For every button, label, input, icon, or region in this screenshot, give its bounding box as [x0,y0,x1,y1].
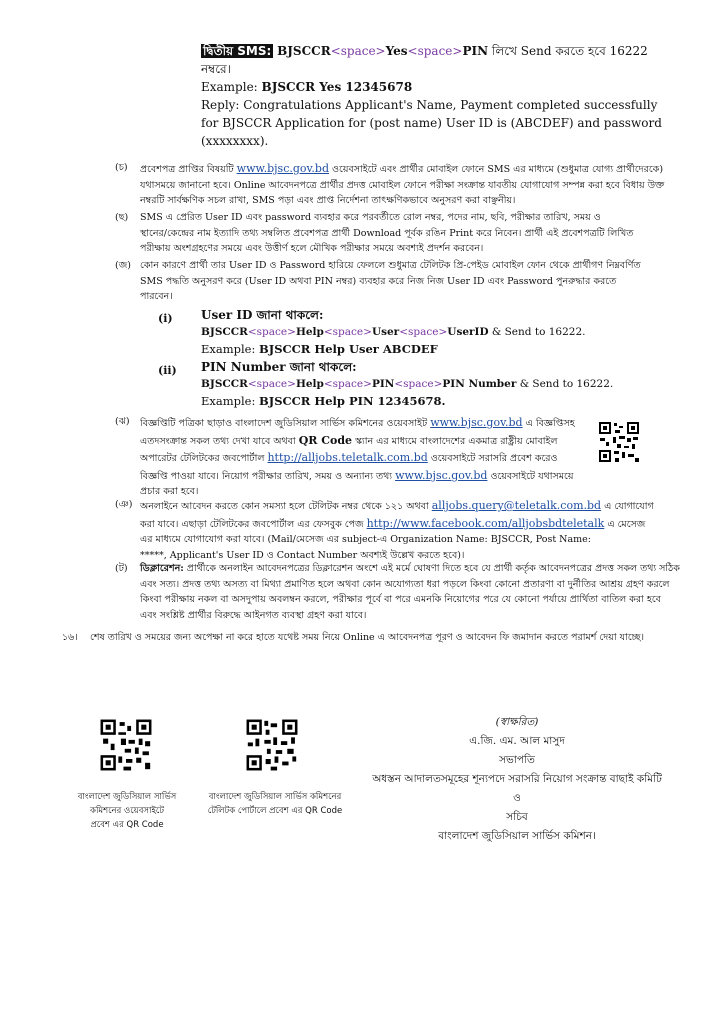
qr1-caption-3: প্রবেশ এর QR Code [90,820,164,830]
sub2-c1: BJSCCR [201,378,248,390]
item-jh [140,414,588,500]
sub1-example-value: BJSCCR Help User ABCDEF [259,342,438,356]
qr2-caption-2: টেলিটক পোর্টালে প্রবেশ এর QR Code [207,806,343,816]
qr-code-image-side [597,420,641,464]
sub2-example-value: BJSCCR Help PIN 12345678. [259,394,446,408]
signatory-name: এ.জি. এম. আল মাসুদ [469,735,565,747]
item-ch-l2: যথাসময়ে জানানো হবে। Online আবেদনপত্রে প্রার্থীর প্রদত্ত মোবাইল ফোনে পরীক্ষা সংক্রান্ত যাবতীয় যোগাযোগ সম্পন্ন করা হবে বিধায় উক্ত [140,179,665,191]
sms2-rest: লিখে Send করতে হবে 16222 [488,44,648,58]
item-j-l1: কোন কারণে প্রার্থী তার User ID ও Password হারিয়ে ফেললে শুধুমাত্র টেলিটক প্রি-পেইড মোবাইল ফোন থেকে প্রার্থীগণ নিম্নবর্ণিত [140,260,641,271]
bjsc-link-3[interactable]: www.bjsc.gov.bd [395,468,488,482]
sub1-space-1: <space> [247,326,296,338]
item-t-l2: এবং সত্য। প্রদত্ত তথ্য অসত্য বা মিথ্যা প্রমাণিত হলে অথবা কোন অযোগ্যতা ধরা পড়লে কিংবা কোনো প্রতারণা বা দুর্নীতির আশ্রয় গ্রহণ করলে [140,578,670,590]
item-nya-l4: *****, Applicant's User ID ও Contact Number অবশ্যই উল্লেখ করতে হবে)। [140,549,465,561]
item-jh-l2a: এতদসংক্রান্ত সকল তথ্য দেখা যাবে অথবা [140,435,296,447]
sub2-c3: PIN [371,378,395,390]
sub2-c2: Help [295,378,324,390]
sub1-heading: User ID জানা থাকলে: [201,308,324,322]
item-chh-l1: SMS এ প্রেরিত User ID এবং password ব্যবহার করে পরবর্তীতে রোল নম্বর, পদের নাম, ছবি, পরীক্ষার তারিখ, সময় ও [140,212,601,223]
item-16-text: শেষ তারিখ ও সময়ের জন্য অপেক্ষা না করে হাতে যথেষ্ট সময় নিয়ে Online এ আবেদনপত্র পূরণ ও আবেদন ফি জমাদান করতে পরামর্শ দেয়া যাচ্ছে। [90,632,645,643]
sms2-reply-1: Reply: Congratulations Applicant's Name, Payment completed successfully [201,98,658,112]
item-t-l3: কিংবা পরীক্ষায় নকল বা অসদুপায় অবলম্বন করলে, পরীক্ষার পূর্বে বা পরে এমনকি নিয়োগের পরে যে কোনো পর্যায়ে প্রার্থিতা বাতিল করা হবে [140,594,661,605]
sub1-space-2: <space> [323,326,372,338]
item-jh-l4a: বিজ্ঞপ্তি পাওয়া যাবে। নিয়োগ পরীক্ষার তারিখ, সময় ও অন্যান্য তথ্য [140,470,393,482]
sub1-space-3: <space> [399,326,448,338]
item-t-marker: (ট) [115,563,128,574]
sub1-c2: Help [295,326,324,338]
signed-label: (স্বাক্ষরিত) [495,716,539,728]
item-j-marker: (জ) [115,260,131,271]
sms2-space-2: <space> [407,44,463,58]
sub1-tail: & Send to 16222. [488,326,586,338]
item-nya-l3: এর মাধ্যমে যোগাযোগ করা যাবে। (Mail/মেসেজ এর subject-এ Organization Name: BJSCCR, Post Name: [140,534,591,545]
item-nya [140,497,680,563]
sms2-block [201,42,671,150]
sms2-fmt-c: PIN [462,44,489,58]
sms2-reply-3: (xxxxxxxx). [201,134,269,148]
signatory-title: সভাপতি [499,754,535,766]
item-nya-l1b: এ যোগাযোগ [604,501,654,512]
item-t-l4: এবং সংশ্লিষ্ট প্রার্থীর বিরুদ্ধে আইনগত ব্যবস্থা গ্রহণ করা যাবে। [140,609,367,621]
item-chh-l2: স্থানের/কেন্দ্রের নাম ইত্যাদি তথ্য সম্বলিত প্রবেশপত্র প্রার্থী Download পূর্বক রঙিন Print করে নিবেন। প্রার্থী এই প্রবেশপত্রটি লিখিত [140,227,634,239]
item-chh-marker: (ছ) [115,212,129,223]
sms2-label: দ্বিতীয় SMS: [203,44,272,58]
declaration-label: ডিক্লারেশন: [140,563,184,574]
sub2-heading: PIN Number জানা থাকলে: [201,360,357,374]
sms2-reply-2: for BJSCCR Application for (post name) User ID is (ABCDEF) and password [201,116,662,130]
item-t [140,561,680,623]
item-jh-l3a: অপারেটর টেলিটকের জবপোর্টাল [140,453,265,464]
item-jh-l3b: ওয়েবসাইটে সরাসরি প্রবেশ করেও [430,453,558,464]
teletalk-qr-code [244,717,300,773]
teletalk-link[interactable]: http://alljobs.teletalk.com.bd [267,451,428,464]
sms2-example-label: Example: [201,80,262,94]
item-nya-l2b: এ মেসেজ [607,518,646,530]
item-ch-marker: (চ) [115,162,128,173]
qr2-caption-1: বাংলাদেশ জুডিসিয়াল সার্ভিস কমিশনের [208,792,342,802]
item-j-l3: পারবেন। [140,291,173,302]
item-t-l1: প্রার্থীকে অনলাইন আবেদনপত্রের ডিক্লারেশন অংশে এই মর্মে ঘোষণা দিতে হবে যে প্রার্থী কর্তৃক আবেদনপত্রের প্রদত্ত সকল তথ্য সঠিক [186,563,680,574]
sub1-c4: UserID [447,326,489,338]
sub2-c4: PIN Number [442,378,517,390]
item-ch-l1b: ওয়েবসাইটে এবং প্রার্থীর মোবাইল ফোনে SMS এর মাধ্যমে (শুধুমাত্র যোগ্য প্রার্থীদেরকে) [332,164,664,175]
bjsc-link-1[interactable]: www.bjsc.gov.bd [236,162,330,175]
bjsc-link-2[interactable]: www.bjsc.gov.bd [430,416,523,429]
secretary-title: সচিব [506,811,528,823]
item-chh [140,210,680,257]
sub1-example-label: Example: [201,342,260,356]
item-jh-marker: (ঝ) [115,416,130,427]
item-j-l2: SMS পদ্ধতি অনুসরণ করে (User ID অথবা PIN নম্বর) ব্যবহার করে নিজ নিজ User ID এবং Password পুনরুদ্ধার করতে [140,275,617,287]
sms2-example-value: BJSCCR Yes 12345678 [261,80,413,94]
qr-code-icon [98,717,154,773]
qr-code-icon [244,717,300,773]
sub2-tail: & Send to 16222. [516,378,614,390]
sub2-marker: (ii) [158,364,177,377]
qr1-caption-1: বাংলাদেশ জুডিসিয়াল সার্ভিস [77,792,177,802]
item-j [140,258,680,305]
bjsc-qr-code [98,717,154,773]
sub2-space-3: <space> [394,378,443,390]
item-nya-l1a: অনলাইনে আবেদন করতে কোন সমস্যা হলে টেলিটক নম্বর থেকে ১২১ অথবা [140,501,429,512]
sms2-fmt-b: Yes [385,44,408,58]
item-ch-l1a: প্রবেশপত্র প্রাপ্তির বিষয়টি [140,164,234,175]
sub2-block [201,359,671,410]
item-nya-l2a: করা যাবে। এছাড়া টেলিটকের জবপোর্টাল এর ফেসবুক পেজ [140,518,364,530]
sub1-block [201,307,671,358]
sub2-space-1: <space> [247,378,296,390]
qr1-caption-2: কমিশনের ওয়েবসাইটে [90,806,164,816]
and-word: ও [513,792,521,804]
item-ch [140,160,680,209]
item-ch-l3: নম্বরটি সার্বক্ষণিক সচল রাখা, SMS পড়া এবং প্রাপ্ত নির্দেশনা তাৎক্ষণিকভাবে অনুসরণ করা বাঞ্ছনীয়। [140,195,516,206]
sub1-marker: (i) [158,312,173,325]
sms2-line2: নম্বরে। [201,62,231,76]
sms2-space-1: <space> [330,44,386,58]
facebook-link[interactable]: http://www.facebook.com/alljobsbdteletalk [366,516,605,530]
sub1-c1: BJSCCR [201,326,248,338]
sub1-c3: User [371,326,400,338]
sms2-fmt-a: BJSCCR [277,44,331,58]
email-link[interactable]: alljobs.query@teletalk.com.bd [431,499,602,512]
item-jh-l4b: ওয়েবসাইটে যথাসময়ে [490,470,574,482]
item-jh-l1b: এ বিজ্ঞপ্তিসহ [525,418,575,429]
item-jh-l2b: স্ক্যান এর মাধ্যমে বাংলাদেশের একমাত্র রাষ্ট্রীয় মোবাইল [355,435,558,447]
signature-block [352,713,682,846]
item-nya-marker: (ঞ) [115,499,133,510]
qr1-caption [62,790,192,832]
qr-code-icon [597,420,641,464]
item-jh-l1a: বিজ্ঞপ্তিটি পত্রিকা ছাড়াও বাংলাদেশ জুডিসিয়াল সার্ভিস কমিশনের ওয়েবসাইট [140,418,428,429]
item-jh-l5: প্রচার করা হবে। [140,486,199,497]
qr2-caption [200,790,350,818]
sub2-example-label: Example: [201,394,260,408]
committee-name: অধস্তন আদালতসমূহের শূন্যপদে সরাসরি নিয়োগ সংক্রান্ত বাছাই কমিটি [372,773,662,785]
item-16-marker: ১৬। [62,632,78,643]
item-chh-l3: পরীক্ষায় অংশগ্রহণের সময়ে এবং উত্তীর্ণ হলে মৌখিক পরীক্ষার সময়ে অবশ্যই প্রদর্শন করবেন। [140,243,484,254]
qr-code-word: QR Code [298,433,353,447]
commission-name: বাংলাদেশ জুডিসিয়াল সার্ভিস কমিশন। [438,830,596,842]
sub2-space-2: <space> [323,378,372,390]
